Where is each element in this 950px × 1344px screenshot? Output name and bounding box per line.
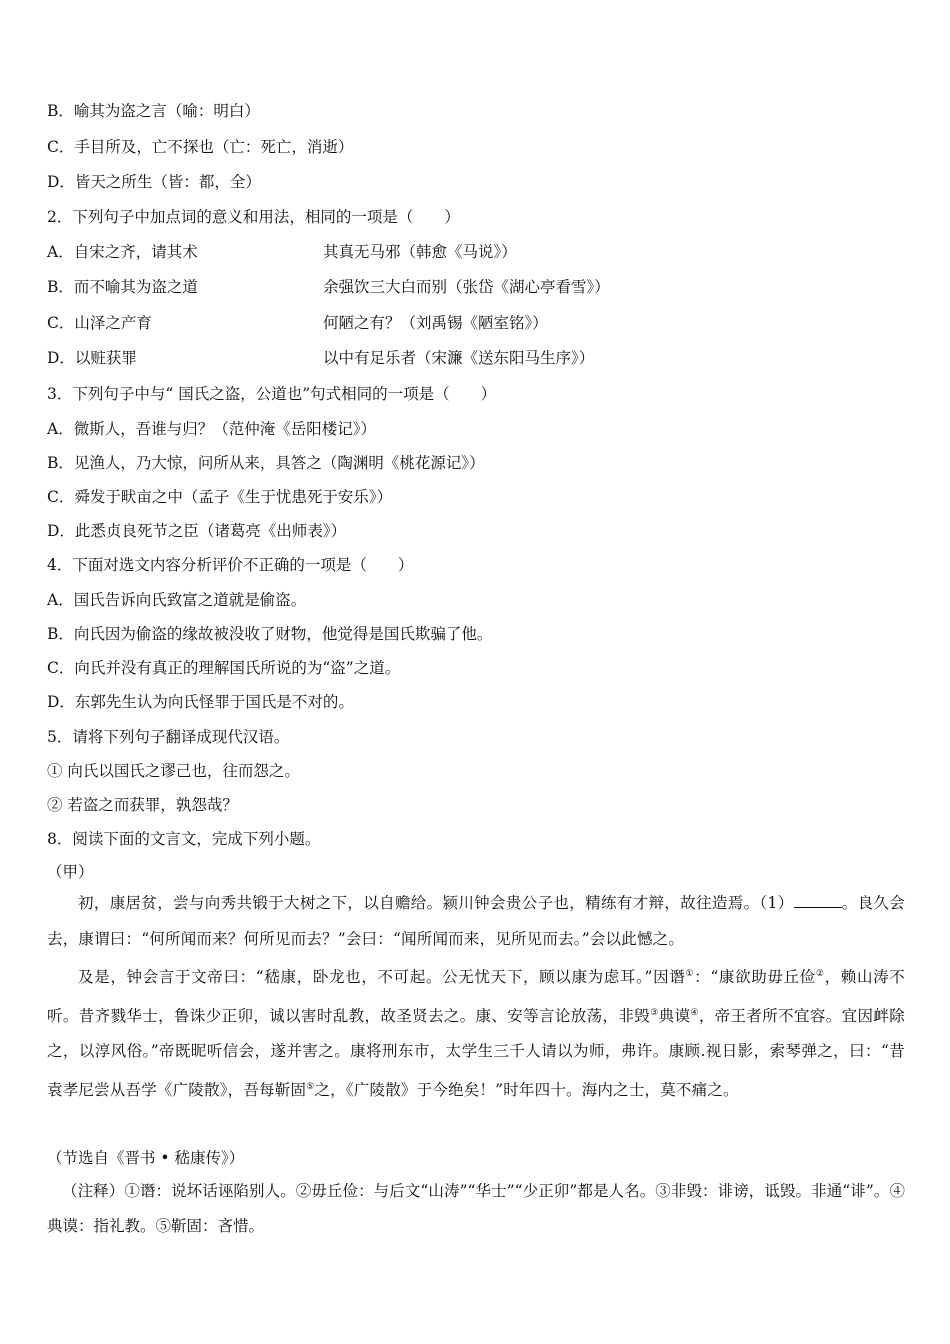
q2-row-d — [47, 348, 595, 368]
q2-row-b — [47, 277, 610, 297]
q3-option-c: C．舜发于畎亩之中（孟子《生于忧患死于安乐》） — [47, 488, 393, 506]
q4-option-b: B．向氏因为偷盗的缘故被没收了财物，他觉得是国氏欺骗了他。 — [47, 625, 493, 643]
footnote-mark-5: ⑤ — [306, 1081, 315, 1092]
q3-stem: 3．下列句子中与“ 国氏之盗，公道也”句式相同的一项是（ ） — [47, 385, 497, 403]
p2-text-f: 之，《广陵散》于今绝矣！”时年四十。海内之士，莫不痛之。 — [314, 1080, 739, 1099]
q4-option-c: C．向氏并没有真正的理解国氏所说的为“盗”之道。 — [47, 659, 401, 677]
q1-option-c: C．手目所及，亡不探也（亡：死亡，消逝） — [47, 138, 354, 156]
q2-row-b-left: B．而不喻其为盗之道 — [47, 278, 198, 296]
q2-row-a-right: 其真无马邪（韩愈《马说》） — [323, 243, 517, 261]
q1-option-d: D．皆天之所生（皆：都，全） — [47, 173, 261, 191]
q8-stem: 8．阅读下面的文言文，完成下列小题。 — [47, 830, 321, 848]
p1-text-a: 初，康居贫，尝与向秀共锻于大树之下，以自赡给。颍川钟会贵公子也，精练有才辩，故往造焉。（1） — [78, 894, 794, 912]
q5-item-2: ② 若盗之而获罪，孰怨哉？ — [47, 796, 238, 814]
q2-row-d-right: 以中有足乐者（宋濂《送东阳马生序》） — [323, 349, 595, 367]
q2-row-c-left: C．山泽之产育 — [47, 314, 152, 332]
footnote-mark-2: ② — [815, 969, 825, 979]
footnote-mark-1: ① — [685, 969, 695, 979]
q3-option-b: B．见渔人，乃大惊，问所从来，具答之（陶渊明《桃花源记》） — [47, 454, 485, 472]
q2-stem: 2．下列句子中加点词的意义和用法，相同的一项是（ ） — [47, 208, 460, 226]
footnote-mark-3: ③ — [650, 1007, 659, 1018]
p2-text-b: ：“康欲助毋丘俭 — [694, 968, 816, 987]
q2-row-b-right: 余强饮三大白而别（张岱《湖心亭看雪》） — [323, 278, 610, 296]
passage-source: （节选自《晋书 • 嵇康传》） — [47, 1149, 245, 1167]
q4-stem: 4．下面对选文内容分析评价不正确的一项是（ ） — [47, 556, 414, 574]
annotation-notes: （注释）①谮：说坏话诬陷别人。②毋丘俭：与后文“山涛”“华士”“少正卯”都是人名。③非毁：诽谤，诋毁。非通“诽”。④典谟：指礼教。⑤靳固：吝惜。 — [47, 1182, 905, 1235]
passage-paragraph-1 — [47, 886, 905, 957]
q2-row-c-right: 何陋之有？（刘禹锡《陋室铭》） — [323, 314, 548, 332]
q2-row-a-left: A．自宋之齐，请其术 — [47, 243, 198, 261]
q4-option-d: D．东郭先生认为向氏怪罪于国氏是不对的。 — [47, 693, 354, 711]
p2-text-e: ，帝王者所不宜容。宜因衅除之，以淳风俗。”帝既昵听信会，遂并害之。康将刑东市，太学生三千人请以为师，弗许。康顾.视日影，索琴弹之，曰：“昔袁孝尼尝从吾学《广陵散》，吾每靳固 — [47, 1006, 905, 1099]
q2-row-d-left: D．以赃获罪 — [47, 349, 137, 367]
p1-text-b: 。良久会去，康谓曰：“何所闻而来？何所见而去？”会曰：“闻所闻而来，见所见而去。”会以此憾之。 — [47, 894, 905, 948]
footnote-mark-4: ④ — [690, 1007, 699, 1018]
q1-option-b: B．喻其为盗之言（喻：明白） — [47, 102, 260, 120]
q2-row-a — [47, 242, 517, 262]
answer-blank-1[interactable] — [794, 893, 842, 908]
p2-text-d: 典谟 — [658, 1006, 691, 1025]
q8-section-label: （甲） — [47, 863, 94, 881]
passage-paragraph-2 — [47, 957, 905, 1108]
p2-text-c: ，赖山涛不听。昔齐戮华士，鲁诛少正卯，诚以害时乱教，故圣贤去之。康、安等言论放荡，非毁 — [47, 968, 905, 1025]
q3-option-a: A．微斯人，吾谁与归？（范仲淹《岳阳楼记》） — [47, 420, 376, 438]
q5-item-1: ① 向氏以国氏之谬己也，往而怨之。 — [47, 762, 300, 780]
p2-text-a: 及是，钟会言于文帝曰：“嵇康，卧龙也，不可起。公无忧天下，顾以康为虑耳。”因谮 — [78, 968, 686, 987]
q3-option-d: D．此悉贞良死节之臣（诸葛亮《出师表》） — [47, 522, 347, 540]
q5-stem: 5．请将下列句子翻译成现代汉语。 — [47, 728, 290, 746]
q2-row-c — [47, 313, 548, 333]
q4-option-a: A．国氏告诉向氏致富之道就是偷盗。 — [47, 591, 307, 609]
